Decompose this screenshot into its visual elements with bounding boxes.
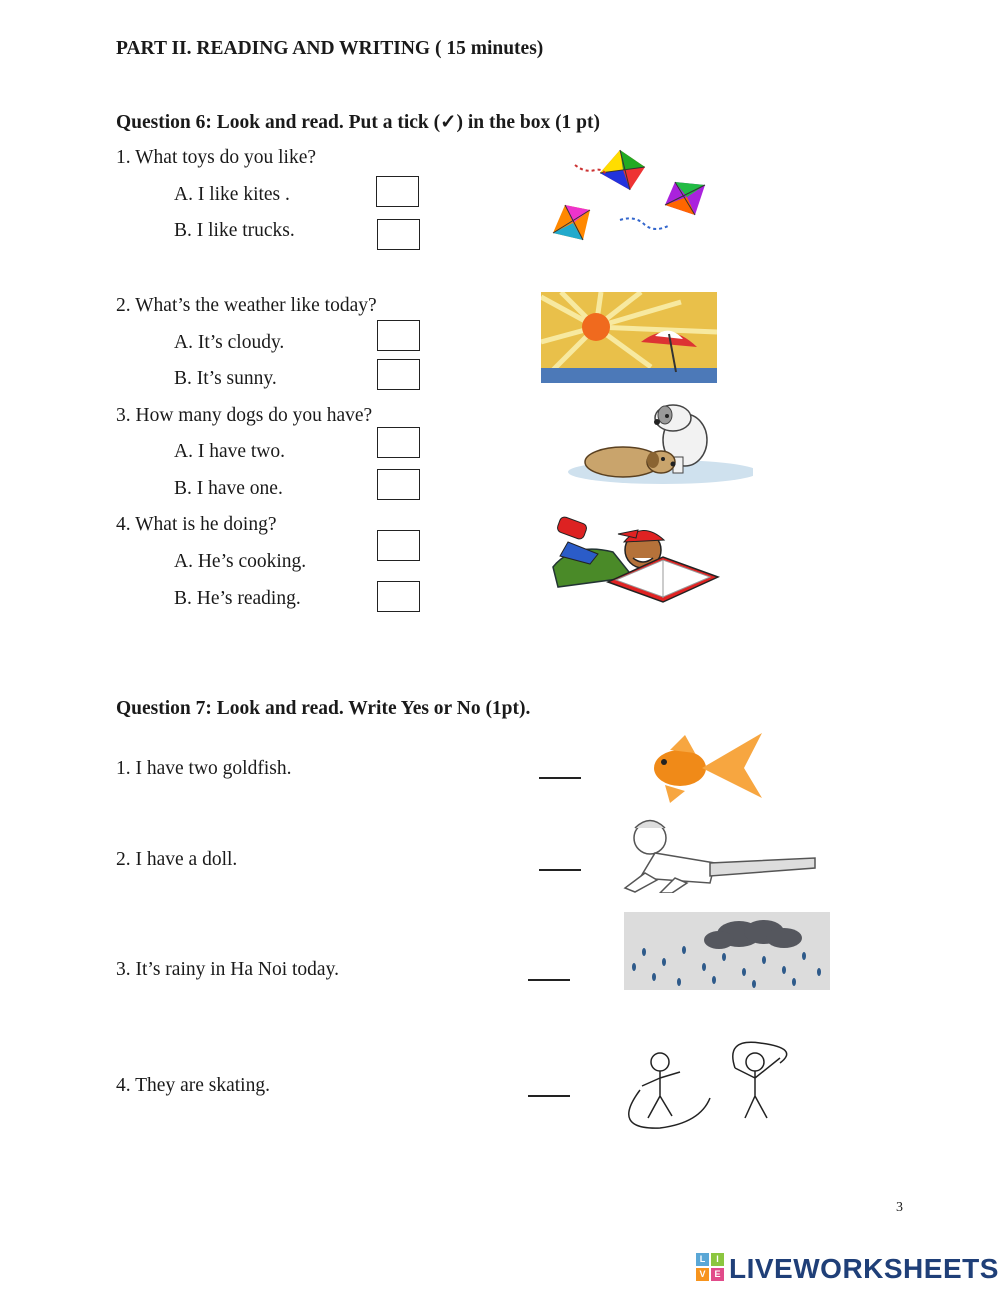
q6-item-1-question: 1. What toys do you like?	[116, 147, 317, 168]
q6-item-3-checkbox-a[interactable]	[377, 427, 420, 458]
q6-item-1-option-b: B. I like trucks.	[174, 220, 295, 241]
question-7-title: Question 7: Look and read. Write Yes or No (1pt).	[116, 698, 531, 719]
page-number: 3	[896, 1200, 903, 1215]
q6-item-1-checkbox-a[interactable]	[376, 176, 419, 207]
rope-icon	[629, 1090, 710, 1128]
kite-icon	[553, 205, 590, 240]
question-6-title: Question 6: Look and read. Put a tick (✓) in the box (1 pt)	[116, 112, 601, 133]
q6-item-3-option-a: A. I have two.	[174, 441, 286, 462]
q6-item-2-option-b: B. It’s sunny.	[174, 368, 277, 389]
q7-item-1-answer-blank[interactable]	[539, 777, 581, 779]
q7-item-3-answer-blank[interactable]	[528, 979, 570, 981]
kites-picture	[545, 145, 715, 250]
q6-item-4-question: 4. What is he doing?	[116, 514, 277, 535]
q7-item-2-sentence: 2. I have a doll.	[116, 849, 238, 870]
q7-item-2-answer-blank[interactable]	[539, 869, 581, 871]
q6-item-2-question: 2. What’s the weather like today?	[116, 295, 377, 316]
q7-item-3-sentence: 3. It’s rainy in Ha Noi today.	[116, 959, 339, 980]
child-icon	[735, 1053, 780, 1118]
q6-item-4-checkbox-b[interactable]	[377, 581, 420, 612]
child-icon	[642, 1053, 680, 1118]
book-icon	[608, 557, 718, 602]
q6-item-2-checkbox-b[interactable]	[377, 359, 420, 390]
goldfish-icon	[654, 733, 762, 803]
q6-item-3-question: 3. How many dogs do you have?	[116, 405, 373, 426]
q6-item-2-checkbox-a[interactable]	[377, 320, 420, 351]
q6-item-4-option-b: B. He’s reading.	[174, 588, 301, 609]
q7-item-4-sentence: 4. They are skating.	[116, 1075, 270, 1096]
q6-item-3-option-b: B. I have one.	[174, 478, 283, 499]
doll-icon	[625, 821, 815, 894]
liveworksheets-brand[interactable]: LIVEWORKSHEETS	[729, 1253, 999, 1284]
boy-reading-picture	[548, 512, 748, 604]
q6-item-1-option-a: A. I like kites .	[174, 184, 290, 205]
q7-item-4-answer-blank[interactable]	[528, 1095, 570, 1097]
dog-icon	[585, 447, 676, 477]
goldfish-picture	[640, 730, 780, 805]
doll-picture	[615, 818, 820, 893]
liveworksheets-logo-icon: L I V E	[696, 1253, 726, 1283]
q6-item-4-option-a: A. He’s cooking.	[174, 551, 307, 572]
kite-icon	[665, 182, 705, 215]
rainy-picture	[624, 912, 830, 990]
two-dogs-picture	[563, 402, 753, 490]
children-skipping-picture	[615, 1040, 810, 1132]
kite-icon	[600, 150, 645, 190]
q6-item-2-option-a: A. It’s cloudy.	[174, 332, 285, 353]
q6-item-4-checkbox-a[interactable]	[377, 530, 420, 561]
q6-item-1-checkbox-b[interactable]	[377, 219, 420, 250]
q6-item-3-checkbox-b[interactable]	[377, 469, 420, 500]
part-title: PART II. READING AND WRITING ( 15 minutes)	[116, 38, 544, 59]
sunny-beach-picture	[541, 292, 717, 383]
q7-item-1-sentence: 1. I have two goldfish.	[116, 758, 292, 779]
sun-icon	[582, 313, 610, 341]
